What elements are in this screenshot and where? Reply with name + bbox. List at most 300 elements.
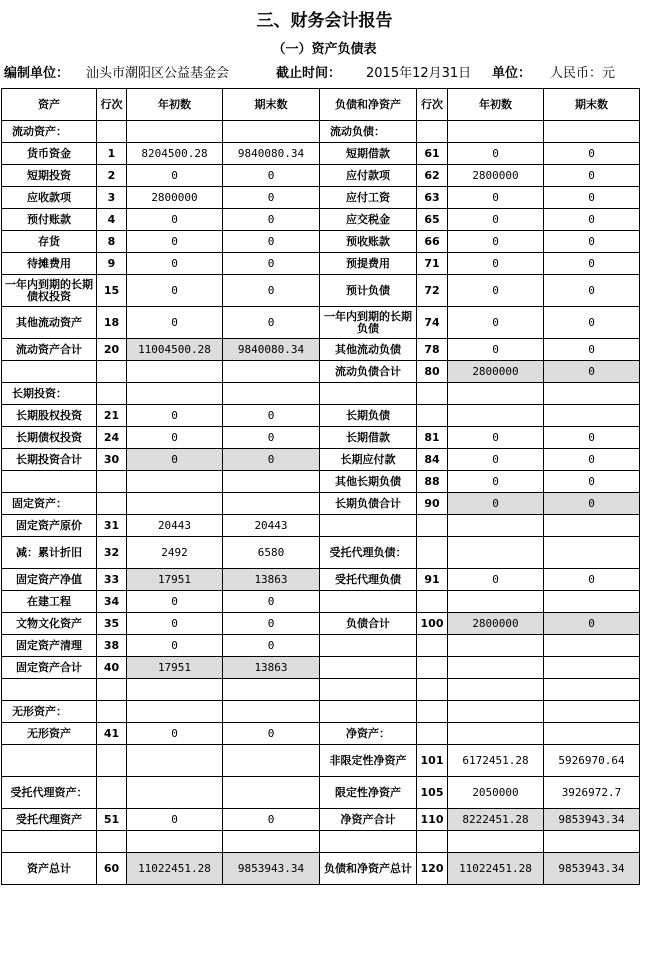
liability-name-cell: 净资产： [320, 723, 417, 745]
header-cell: 资产 [2, 89, 97, 121]
header-cell: 期末数 [544, 89, 640, 121]
liability-name-cell: 长期应付款 [320, 449, 417, 471]
liability-begin-cell: 0 [448, 253, 544, 275]
asset-name-cell: 减：累计折旧 [2, 537, 97, 569]
table-row [2, 275, 640, 307]
liability-name-cell: 流动负债： [320, 121, 417, 143]
asset-name-cell: 一年内到期的长期债权投资 [2, 275, 97, 307]
liability-name-cell [320, 679, 417, 701]
table-row [2, 569, 640, 591]
asset-line-cell [97, 471, 127, 493]
liability-end-cell: 0 [544, 493, 640, 515]
table-row [2, 339, 640, 361]
liability-line-cell [417, 831, 448, 853]
asset-line-cell: 15 [97, 275, 127, 307]
table-row [2, 591, 640, 613]
table-row [2, 307, 640, 339]
liability-line-cell: 120 [417, 853, 448, 885]
table-row [2, 361, 640, 383]
asset-begin-cell: 0 [127, 809, 223, 831]
table-row [2, 231, 640, 253]
asset-end-cell: 0 [223, 635, 320, 657]
liability-name-cell [320, 701, 417, 723]
asset-line-cell: 3 [97, 187, 127, 209]
liability-line-cell [417, 537, 448, 569]
liability-name-cell: 受托代理负债： [320, 537, 417, 569]
header-cell: 年初数 [448, 89, 544, 121]
asset-begin-cell [127, 777, 223, 809]
asset-line-cell: 18 [97, 307, 127, 339]
table-row [2, 471, 640, 493]
asset-line-cell [97, 831, 127, 853]
liability-line-cell [417, 723, 448, 745]
asset-name-cell: 流动资产合计 [2, 339, 97, 361]
asset-end-cell [223, 777, 320, 809]
asset-line-cell: 30 [97, 449, 127, 471]
liability-line-cell [417, 591, 448, 613]
asset-name-cell: 固定资产： [2, 493, 97, 515]
liability-end-cell [544, 383, 640, 405]
table-row [2, 745, 640, 777]
table-row [2, 777, 640, 809]
table-row [2, 657, 640, 679]
asset-end-cell: 0 [223, 723, 320, 745]
asset-line-cell: 24 [97, 427, 127, 449]
date-value: 2015年12月31日 [366, 66, 472, 81]
liability-line-cell [417, 657, 448, 679]
liability-line-cell [417, 383, 448, 405]
liability-name-cell [320, 515, 417, 537]
liability-name-cell: 流动负债合计 [320, 361, 417, 383]
asset-name-cell: 长期股权投资 [2, 405, 97, 427]
asset-line-cell: 35 [97, 613, 127, 635]
asset-begin-cell [127, 361, 223, 383]
table-row [2, 427, 640, 449]
asset-name-cell: 固定资产净值 [2, 569, 97, 591]
liability-name-cell: 预计负债 [320, 275, 417, 307]
asset-begin-cell: 8204500.28 [127, 143, 223, 165]
liability-name-cell: 受托代理负债 [320, 569, 417, 591]
liability-end-cell: 0 [544, 339, 640, 361]
asset-name-cell: 无形资产： [2, 701, 97, 723]
liability-end-cell [544, 591, 640, 613]
table-row [2, 809, 640, 831]
liability-line-cell: 72 [417, 275, 448, 307]
table-row [2, 121, 640, 143]
liability-line-cell [417, 635, 448, 657]
table-row [2, 613, 640, 635]
header-cell: 负债和净资产 [320, 89, 417, 121]
liability-end-cell: 0 [544, 613, 640, 635]
asset-line-cell [97, 121, 127, 143]
liability-begin-cell [448, 537, 544, 569]
balance-sheet-table [1, 88, 640, 885]
table-row [2, 853, 640, 885]
liability-end-cell: 0 [544, 569, 640, 591]
liability-begin-cell: 2800000 [448, 613, 544, 635]
asset-end-cell: 9840080.34 [223, 143, 320, 165]
asset-line-cell [97, 361, 127, 383]
header-cell: 期末数 [223, 89, 320, 121]
liability-begin-cell [448, 405, 544, 427]
asset-begin-cell: 0 [127, 449, 223, 471]
asset-end-cell: 0 [223, 253, 320, 275]
asset-end-cell [223, 745, 320, 777]
asset-end-cell: 0 [223, 231, 320, 253]
liability-begin-cell [448, 515, 544, 537]
asset-end-cell: 9840080.34 [223, 339, 320, 361]
liability-name-cell [320, 591, 417, 613]
asset-begin-cell: 0 [127, 427, 223, 449]
liability-name-cell: 其他流动负债 [320, 339, 417, 361]
liability-name-cell [320, 657, 417, 679]
report-subtitle: （一）资产负债表 [272, 42, 377, 57]
asset-end-cell [223, 679, 320, 701]
asset-end-cell: 9853943.34 [223, 853, 320, 885]
table-row [2, 537, 640, 569]
asset-begin-cell: 0 [127, 253, 223, 275]
liability-end-cell: 0 [544, 209, 640, 231]
liability-begin-cell: 0 [448, 427, 544, 449]
asset-name-cell: 文物文化资产 [2, 613, 97, 635]
asset-name-cell [2, 471, 97, 493]
liability-line-cell: 66 [417, 231, 448, 253]
asset-line-cell: 9 [97, 253, 127, 275]
asset-end-cell: 13863 [223, 657, 320, 679]
asset-end-cell [223, 493, 320, 515]
asset-begin-cell: 17951 [127, 569, 223, 591]
liability-line-cell: 65 [417, 209, 448, 231]
liability-line-cell: 110 [417, 809, 448, 831]
asset-line-cell: 33 [97, 569, 127, 591]
liability-begin-cell [448, 121, 544, 143]
table-row [2, 165, 640, 187]
asset-begin-cell: 20443 [127, 515, 223, 537]
table-row [2, 723, 640, 745]
liability-end-cell [544, 657, 640, 679]
report-meta [4, 62, 644, 82]
asset-line-cell: 1 [97, 143, 127, 165]
asset-end-cell [223, 121, 320, 143]
asset-end-cell: 0 [223, 307, 320, 339]
asset-line-cell: 41 [97, 723, 127, 745]
asset-begin-cell: 0 [127, 405, 223, 427]
asset-begin-cell: 11022451.28 [127, 853, 223, 885]
liability-begin-cell: 0 [448, 187, 544, 209]
liability-end-cell: 0 [544, 449, 640, 471]
liability-line-cell: 62 [417, 165, 448, 187]
asset-end-cell [223, 361, 320, 383]
asset-begin-cell: 0 [127, 723, 223, 745]
liability-begin-cell [448, 679, 544, 701]
liability-end-cell: 0 [544, 471, 640, 493]
liability-name-cell: 短期借款 [320, 143, 417, 165]
asset-line-cell [97, 383, 127, 405]
asset-name-cell [2, 679, 97, 701]
liability-name-cell: 长期负债合计 [320, 493, 417, 515]
liability-line-cell [417, 679, 448, 701]
header-cell: 年初数 [127, 89, 223, 121]
liability-begin-cell: 0 [448, 307, 544, 339]
liability-end-cell [544, 405, 640, 427]
table-row [2, 635, 640, 657]
asset-name-cell: 其他流动资产 [2, 307, 97, 339]
table-row [2, 209, 640, 231]
liability-begin-cell [448, 723, 544, 745]
asset-line-cell: 8 [97, 231, 127, 253]
header-cell: 行次 [417, 89, 448, 121]
asset-line-cell: 60 [97, 853, 127, 885]
table-header-row [2, 89, 640, 121]
table-row [2, 831, 640, 853]
asset-begin-cell [127, 745, 223, 777]
asset-end-cell: 20443 [223, 515, 320, 537]
liability-end-cell [544, 831, 640, 853]
liability-end-cell: 0 [544, 165, 640, 187]
liability-end-cell: 0 [544, 143, 640, 165]
liability-name-cell: 长期借款 [320, 427, 417, 449]
org-label: 编制单位： [4, 66, 70, 81]
liability-begin-cell: 0 [448, 449, 544, 471]
unit-label: 单位： [492, 66, 532, 81]
liability-begin-cell [448, 657, 544, 679]
asset-begin-cell: 0 [127, 209, 223, 231]
asset-end-cell: 13863 [223, 569, 320, 591]
asset-end-cell: 0 [223, 809, 320, 831]
asset-name-cell: 无形资产 [2, 723, 97, 745]
liability-end-cell: 9853943.34 [544, 853, 640, 885]
liability-name-cell: 负债和净资产总计 [320, 853, 417, 885]
liability-name-cell: 一年内到期的长期负债 [320, 307, 417, 339]
table-row [2, 253, 640, 275]
liability-end-cell: 5926970.64 [544, 745, 640, 777]
asset-end-cell: 0 [223, 613, 320, 635]
asset-begin-cell [127, 831, 223, 853]
liability-end-cell [544, 701, 640, 723]
liability-end-cell: 0 [544, 187, 640, 209]
asset-end-cell: 0 [223, 405, 320, 427]
liability-name-cell [320, 831, 417, 853]
liability-line-cell: 88 [417, 471, 448, 493]
asset-name-cell: 固定资产原价 [2, 515, 97, 537]
asset-begin-cell [127, 121, 223, 143]
asset-begin-cell: 0 [127, 635, 223, 657]
asset-name-cell: 资产总计 [2, 853, 97, 885]
liability-name-cell: 应交税金 [320, 209, 417, 231]
table-row [2, 679, 640, 701]
liability-line-cell [417, 515, 448, 537]
asset-begin-cell: 0 [127, 613, 223, 635]
liability-begin-cell [448, 591, 544, 613]
asset-name-cell: 存货 [2, 231, 97, 253]
liability-begin-cell [448, 701, 544, 723]
asset-name-cell: 在建工程 [2, 591, 97, 613]
asset-begin-cell: 0 [127, 307, 223, 339]
liability-end-cell: 0 [544, 253, 640, 275]
asset-line-cell: 4 [97, 209, 127, 231]
asset-end-cell: 0 [223, 187, 320, 209]
liability-name-cell: 预提费用 [320, 253, 417, 275]
table-row [2, 449, 640, 471]
asset-begin-cell: 0 [127, 231, 223, 253]
asset-begin-cell: 0 [127, 591, 223, 613]
liability-line-cell: 105 [417, 777, 448, 809]
asset-line-cell: 2 [97, 165, 127, 187]
asset-name-cell: 固定资产合计 [2, 657, 97, 679]
asset-name-cell [2, 361, 97, 383]
liability-name-cell: 预收账款 [320, 231, 417, 253]
liability-end-cell [544, 635, 640, 657]
liability-end-cell: 0 [544, 231, 640, 253]
asset-name-cell: 长期投资合计 [2, 449, 97, 471]
asset-line-cell: 34 [97, 591, 127, 613]
date-label: 截止时间： [276, 66, 342, 81]
asset-name-cell [2, 745, 97, 777]
liability-end-cell: 3926972.7 [544, 777, 640, 809]
liability-line-cell: 74 [417, 307, 448, 339]
asset-name-cell: 应收款项 [2, 187, 97, 209]
liability-begin-cell: 0 [448, 471, 544, 493]
asset-line-cell: 21 [97, 405, 127, 427]
org-value: 汕头市潮阳区公益基金会 [86, 66, 230, 81]
liability-begin-cell: 0 [448, 569, 544, 591]
liability-begin-cell [448, 635, 544, 657]
asset-name-cell: 短期投资 [2, 165, 97, 187]
liability-line-cell: 100 [417, 613, 448, 635]
asset-begin-cell: 17951 [127, 657, 223, 679]
liability-begin-cell [448, 831, 544, 853]
liability-name-cell [320, 635, 417, 657]
asset-end-cell [223, 383, 320, 405]
liability-line-cell [417, 701, 448, 723]
liability-name-cell: 净资产合计 [320, 809, 417, 831]
report-title: 三、财务会计报告 [256, 11, 393, 31]
asset-line-cell [97, 679, 127, 701]
liability-begin-cell: 0 [448, 209, 544, 231]
asset-line-cell: 32 [97, 537, 127, 569]
asset-name-cell [2, 831, 97, 853]
liability-begin-cell: 2050000 [448, 777, 544, 809]
liability-name-cell: 其他长期负债 [320, 471, 417, 493]
asset-begin-cell: 2800000 [127, 187, 223, 209]
liability-line-cell: 61 [417, 143, 448, 165]
asset-line-cell [97, 777, 127, 809]
liability-end-cell: 0 [544, 307, 640, 339]
liability-name-cell: 应付工资 [320, 187, 417, 209]
liability-line-cell: 63 [417, 187, 448, 209]
asset-end-cell [223, 701, 320, 723]
asset-line-cell [97, 701, 127, 723]
asset-begin-cell: 0 [127, 275, 223, 307]
asset-name-cell: 长期投资： [2, 383, 97, 405]
liability-end-cell: 9853943.34 [544, 809, 640, 831]
asset-end-cell [223, 831, 320, 853]
liability-line-cell: 80 [417, 361, 448, 383]
asset-begin-cell [127, 679, 223, 701]
liability-name-cell: 非限定性净资产 [320, 745, 417, 777]
liability-line-cell: 71 [417, 253, 448, 275]
liability-end-cell [544, 723, 640, 745]
liability-begin-cell: 6172451.28 [448, 745, 544, 777]
liability-begin-cell: 0 [448, 339, 544, 361]
asset-begin-cell [127, 383, 223, 405]
table-row [2, 405, 640, 427]
table-row [2, 493, 640, 515]
liability-name-cell: 负债合计 [320, 613, 417, 635]
liability-begin-cell: 11022451.28 [448, 853, 544, 885]
asset-begin-cell: 11004500.28 [127, 339, 223, 361]
asset-end-cell: 6580 [223, 537, 320, 569]
header-cell: 行次 [97, 89, 127, 121]
liability-line-cell: 101 [417, 745, 448, 777]
liability-end-cell [544, 121, 640, 143]
table-row [2, 515, 640, 537]
table-row [2, 187, 640, 209]
table-row [2, 383, 640, 405]
table-row [2, 143, 640, 165]
liability-begin-cell: 0 [448, 275, 544, 307]
liability-name-cell: 长期负债 [320, 405, 417, 427]
liability-begin-cell: 8222451.28 [448, 809, 544, 831]
asset-name-cell: 受托代理资产 [2, 809, 97, 831]
liability-line-cell: 91 [417, 569, 448, 591]
asset-name-cell: 受托代理资产： [2, 777, 97, 809]
asset-end-cell [223, 471, 320, 493]
liability-line-cell [417, 121, 448, 143]
asset-line-cell: 31 [97, 515, 127, 537]
liability-begin-cell [448, 383, 544, 405]
asset-end-cell: 0 [223, 165, 320, 187]
liability-begin-cell: 0 [448, 231, 544, 253]
asset-begin-cell [127, 701, 223, 723]
asset-begin-cell: 0 [127, 165, 223, 187]
asset-end-cell: 0 [223, 209, 320, 231]
asset-line-cell: 20 [97, 339, 127, 361]
asset-begin-cell [127, 493, 223, 515]
asset-line-cell: 38 [97, 635, 127, 657]
liability-line-cell: 78 [417, 339, 448, 361]
liability-line-cell: 90 [417, 493, 448, 515]
liability-line-cell: 84 [417, 449, 448, 471]
liability-end-cell: 0 [544, 361, 640, 383]
liability-name-cell [320, 383, 417, 405]
asset-line-cell [97, 745, 127, 777]
liability-end-cell [544, 537, 640, 569]
liability-end-cell: 0 [544, 427, 640, 449]
asset-begin-cell: 2492 [127, 537, 223, 569]
unit-value: 人民币：元 [550, 66, 616, 81]
asset-name-cell: 固定资产清理 [2, 635, 97, 657]
asset-name-cell: 货币资金 [2, 143, 97, 165]
asset-end-cell: 0 [223, 275, 320, 307]
asset-name-cell: 待摊费用 [2, 253, 97, 275]
asset-line-cell: 40 [97, 657, 127, 679]
liability-end-cell [544, 515, 640, 537]
asset-line-cell [97, 493, 127, 515]
liability-end-cell: 0 [544, 275, 640, 307]
liability-begin-cell: 2800000 [448, 361, 544, 383]
asset-name-cell: 预付账款 [2, 209, 97, 231]
asset-end-cell: 0 [223, 427, 320, 449]
liability-begin-cell: 0 [448, 143, 544, 165]
liability-begin-cell: 2800000 [448, 165, 544, 187]
asset-name-cell: 流动资产： [2, 121, 97, 143]
asset-end-cell: 0 [223, 591, 320, 613]
liability-line-cell [417, 405, 448, 427]
liability-name-cell: 应付款项 [320, 165, 417, 187]
liability-name-cell: 限定性净资产 [320, 777, 417, 809]
liability-line-cell: 81 [417, 427, 448, 449]
